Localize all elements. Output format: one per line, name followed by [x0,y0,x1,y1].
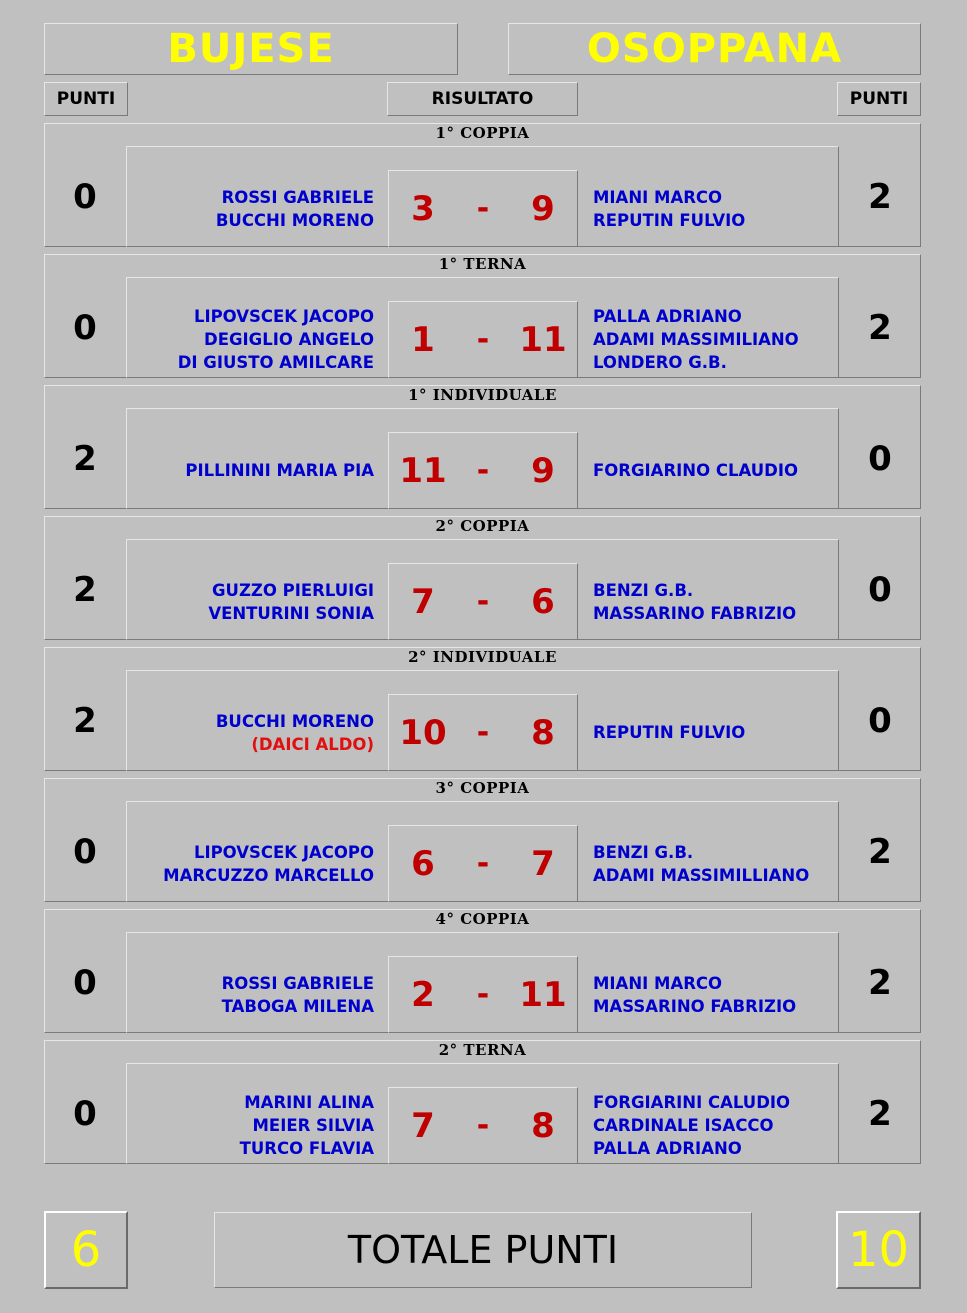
away-team-name: OSOPPANA [508,23,921,75]
home-score: 11 [399,450,447,491]
match-block [44,647,921,771]
away-players [593,956,833,1033]
away-player-name: MIANI MARCO [593,187,723,207]
match-block [44,254,921,378]
away-match-points: 0 [868,700,892,741]
result-header: RISULTATO [387,82,578,116]
away-player-name: CARDINALE ISACCO [593,1116,774,1135]
away-player-name: BENZI G.B. [593,842,694,862]
away-player-name: PALLA ADRIANO [593,307,742,326]
score-separator: - [476,846,490,881]
home-player-name: VENTURINI SONIA [208,603,374,623]
home-player-name: BUCCHI MORENO [215,711,374,731]
away-players [593,1087,833,1164]
match-title: 3° COPPIA [435,779,530,797]
match-block [44,516,921,640]
away-match-points: 2 [868,1093,892,1134]
match-title: 1° TERNA [438,255,527,273]
home-score: 3 [411,188,435,229]
home-score: 6 [411,843,435,884]
home-player-name: (DAICI ALDO) [251,734,374,754]
score-separator: - [476,191,490,226]
away-score: 11 [519,319,567,360]
match-title: 1° COPPIA [435,124,530,142]
score-separator: - [476,453,490,488]
away-match-points: 0 [868,569,892,610]
away-player-name: BENZI G.B. [593,580,694,600]
home-score: 10 [399,712,447,753]
home-players [144,956,374,1033]
away-player-name: MIANI MARCO [593,973,723,993]
score-separator: - [476,584,490,619]
home-players [144,1087,374,1164]
away-player-name: LONDERO G.B. [593,353,727,372]
home-score: 7 [411,1105,435,1146]
home-match-points: 2 [73,438,97,479]
home-player-name: LIPOVSCEK JACOPO [193,307,374,326]
score-separator: - [476,977,490,1012]
home-players [144,170,374,247]
home-player-name: TABOGA MILENA [221,996,374,1016]
match-title: 4° COPPIA [435,910,530,928]
match-title: 2° INDIVIDUALE [408,648,557,666]
away-player-name: FORGIARINI CALUDIO [593,1093,791,1112]
home-match-points: 0 [73,307,97,348]
home-player-name: PILLININI MARIA PIA [185,461,374,480]
away-players [593,301,833,378]
away-player-name: PALLA ADRIANO [593,1139,742,1158]
home-player-name: DEGIGLIO ANGELO [204,330,374,349]
away-player-name: ADAMI MASSIMILLIANO [593,865,810,885]
away-points-header: PUNTI [837,82,921,116]
score-separator: - [476,1108,490,1143]
score-separator: - [476,322,490,357]
home-players [144,432,374,509]
home-match-points: 0 [73,962,97,1003]
home-total-points: 6 [44,1211,128,1289]
away-score: 9 [531,450,555,491]
home-players [144,694,374,771]
match-block [44,778,921,902]
away-player-name: ADAMI MASSIMILIANO [593,330,799,349]
match-block [44,385,921,509]
home-player-name: TURCO FLAVIA [239,1139,374,1158]
away-match-points: 2 [868,176,892,217]
match-title: 2° COPPIA [435,517,530,535]
away-score: 11 [519,974,567,1015]
away-match-points: 0 [868,438,892,479]
away-total-points: 10 [836,1211,921,1289]
home-player-name: ROSSI GABRIELE [221,973,374,993]
away-players [593,563,833,640]
away-score: 9 [531,188,555,229]
match-block [44,123,921,247]
home-score: 7 [411,581,435,622]
away-score: 7 [531,843,555,884]
home-points-header: PUNTI [44,82,128,116]
home-player-name: GUZZO PIERLUIGI [212,580,374,600]
away-players [593,170,833,247]
away-score: 6 [531,581,555,622]
away-player-name: REPUTIN FULVIO [593,210,746,230]
away-players [593,432,833,509]
away-players [593,694,833,771]
away-players [593,825,833,902]
away-match-points: 2 [868,962,892,1003]
home-match-points: 0 [73,1093,97,1134]
match-title: 2° TERNA [438,1041,527,1059]
home-players [144,301,374,378]
score-separator: - [476,715,490,750]
away-score: 8 [531,1105,555,1146]
home-match-points: 2 [73,700,97,741]
away-match-points: 2 [868,307,892,348]
match-block [44,1040,921,1164]
home-match-points: 0 [73,831,97,872]
home-player-name: ROSSI GABRIELE [221,187,374,207]
total-points-label: TOTALE PUNTI [214,1212,752,1288]
home-player-name: LIPOVSCEK JACOPO [193,842,374,862]
home-player-name: MARINI ALINA [244,1093,374,1112]
home-score: 2 [411,974,435,1015]
away-player-name: REPUTIN FULVIO [593,723,746,742]
match-title: 1° INDIVIDUALE [408,386,557,404]
away-match-points: 2 [868,831,892,872]
home-player-name: DI GIUSTO AMILCARE [177,353,374,372]
home-match-points: 2 [73,569,97,610]
away-player-name: FORGIARINO CLAUDIO [593,461,799,480]
away-score: 8 [531,712,555,753]
home-match-points: 0 [73,176,97,217]
away-player-name: MASSARINO FABRIZIO [593,603,797,623]
home-score: 1 [411,319,435,360]
home-player-name: BUCCHI MORENO [215,210,374,230]
home-player-name: MEIER SILVIA [252,1116,374,1135]
home-player-name: MARCUZZO MARCELLO [163,865,374,885]
home-players [144,563,374,640]
home-players [144,825,374,902]
away-player-name: MASSARINO FABRIZIO [593,996,797,1016]
match-block [44,909,921,1033]
home-team-name: BUJESE [44,23,458,75]
